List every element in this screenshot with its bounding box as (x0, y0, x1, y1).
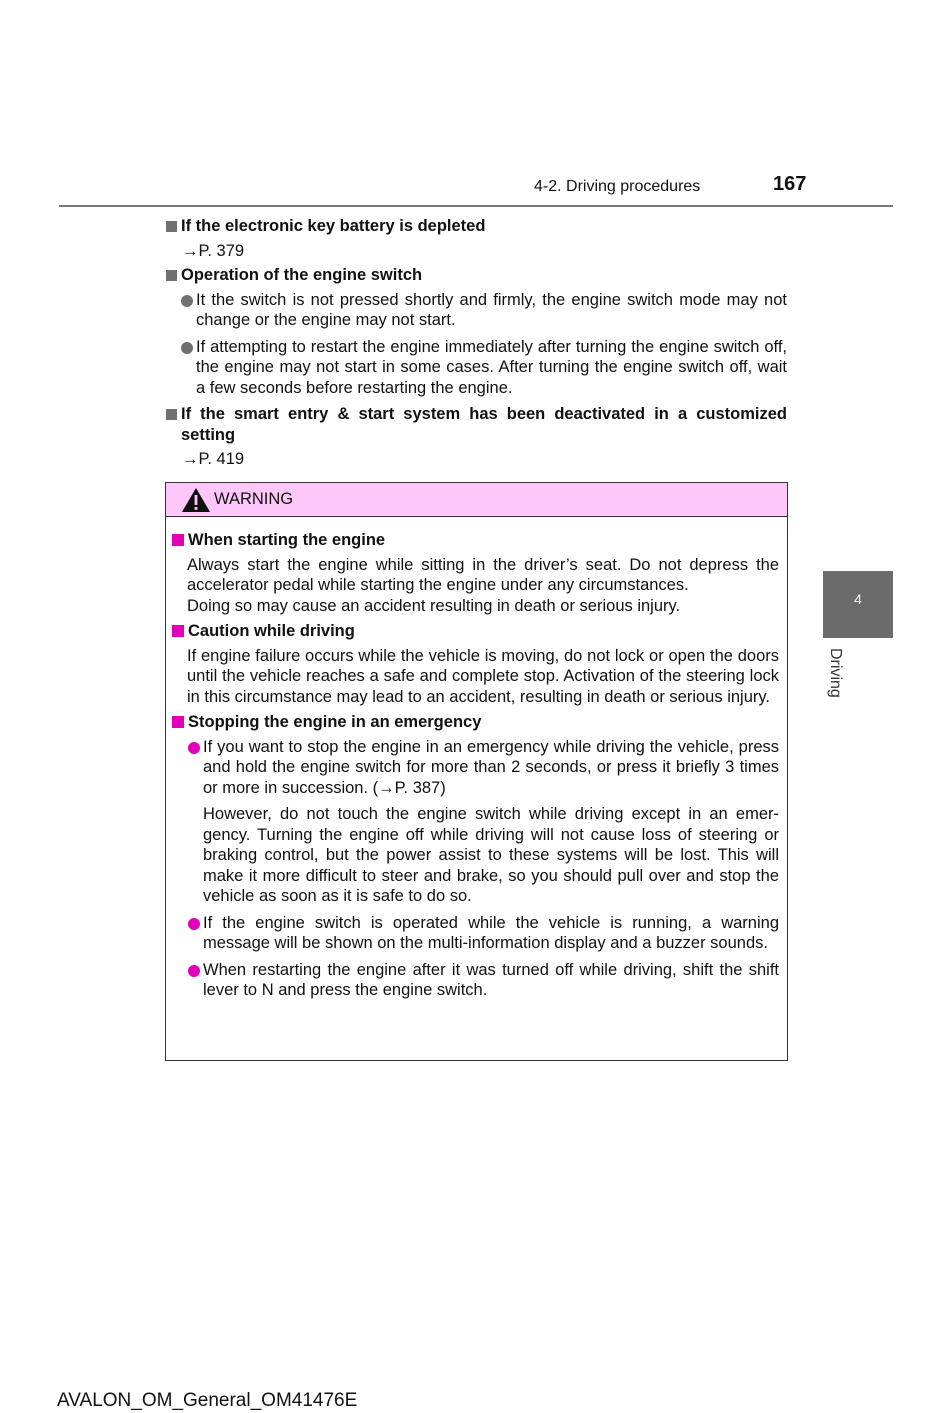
warning-header (166, 483, 787, 517)
chapter-tab (823, 571, 893, 638)
warning-label: WARNING (214, 490, 294, 508)
bullet-icon (188, 742, 200, 754)
chapter-number: 4 (854, 591, 862, 607)
section-key-battery (165, 216, 787, 261)
bullet-icon (188, 965, 200, 977)
warning-text: However, do not touch the engine switch while driving except in an emer-gency. Turning the engine off while driving will not cause loss of steering or braking control, but the power assist to these systems will be lost. This will make it more difficult to steer and brake, so you should pull over and stop the vehicle as soon as it is safe to do so. (203, 805, 779, 905)
warning-triangle-icon (181, 487, 211, 513)
list-item: It the switch is not pressed shortly and firmly, the engine switch mode may not change or the engine may not start. (165, 290, 787, 331)
main-content (165, 216, 787, 474)
section-title: If the electronic key battery is depleted (181, 217, 486, 235)
warning-square-icon (172, 534, 184, 546)
page-number: 167 (773, 173, 807, 195)
section-header: 4-2. Driving procedures (534, 178, 701, 195)
list-item: If the engine switch is operated while the vehicle is running, a warning message will be shown on the multi-information display and a buzzer sounds. (172, 913, 779, 954)
section-title: If the smart entry & start system has been deactivated in a customized setting (181, 405, 787, 444)
list-item: If attempting to restart the engine immediately after turning the engine switch off, the engine may not start in some cases. After turning the engine switch off, wait a few seconds before restarting the engine. (165, 337, 787, 399)
warning-section-title: Stopping the engine in an emergency (172, 712, 779, 733)
bullet-icon (188, 918, 200, 930)
warning-text: Always start the engine while sitting in the driver’s seat. Do not depress the accelerator pedal while starting the engine under any circumstances. (187, 555, 779, 594)
list-item: When restarting the engine after it was turned off while driving, shift the shift lever to N and press the engine switch. (172, 960, 779, 1001)
warning-square-icon (172, 625, 184, 637)
list-item: If you want to stop the engine in an emergency while driving the vehicle, press and hold the engine switch for more than 2 seconds, or press it briefly 3 times or more in succession. (→P. 387) (172, 737, 779, 799)
header-divider (59, 205, 893, 207)
warning-square-icon (172, 716, 184, 728)
section-square-icon (166, 270, 177, 281)
warning-section-title: When starting the engine (172, 530, 779, 551)
page-reference: →P. 379 (182, 241, 245, 260)
section-square-icon (166, 221, 177, 232)
bullet-icon (181, 342, 193, 354)
page-reference: →P. 419 (182, 450, 245, 468)
chapter-label: Driving (827, 648, 844, 698)
warning-text: Doing so may cause an accident resulting in death or serious injury. (187, 596, 681, 615)
document-footer: AVALON_OM_General_OM41476E (57, 1390, 358, 1411)
warning-text: If engine failure occurs while the vehicle is moving, do not lock or open the doors until the vehicle reaches a safe and complete stop. Activation of the steering lock in this circumstance may lead to an accident, resulting in death or serious injury. (187, 646, 779, 706)
warning-box (165, 482, 788, 1061)
warning-body (166, 517, 787, 1001)
section-title: Operation of the engine switch (181, 266, 423, 284)
bullet-icon (181, 295, 193, 307)
section-square-icon (166, 409, 177, 420)
section-engine-switch (165, 265, 787, 398)
warning-section-title: Caution while driving (172, 621, 779, 642)
section-smart-entry (165, 404, 787, 470)
